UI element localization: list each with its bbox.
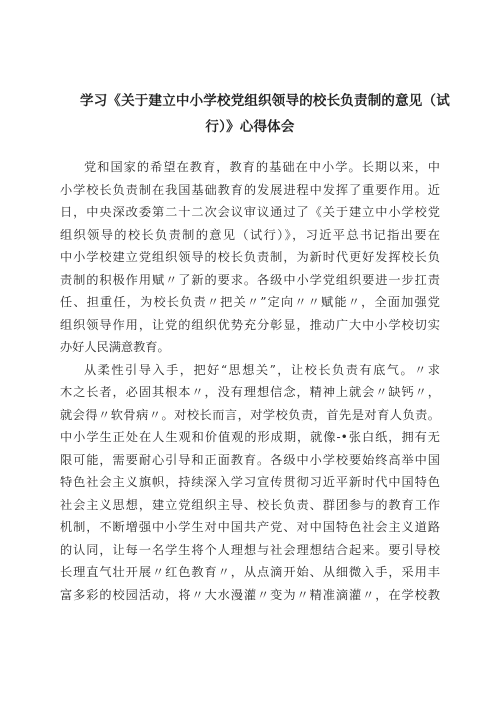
paragraph-2 [60,359,440,607]
text-line: 机制，不断增强中小学生对中国共产党、对中国特色社会主义道路 [60,520,440,534]
text-line: 特色社会主义旗帜，持续深入学习宣传贯彻习近平新时代中国特色 [60,475,440,489]
text-line: 的认同，让每一名学生将个人理想与社会理想结合起来。要引导校 [60,542,440,557]
text-line: 木之长者，必固其根本〃，没有理想信念，精神上就会〃缺钙〃， [60,385,440,399]
text-line: 长理直气壮开展〃红色教育〃，从点滴开始、从细微入手，采用丰 [60,565,440,579]
text-line: 组织领导的校长负责制的意见（试行）》，习近平总书记指出要在 [60,227,440,242]
text-line: 中小学生正处在人生观和价值观的形成期，就像-•张白纸，拥有无 [60,430,440,444]
text-line: 办好人民满意教育。 [60,340,170,354]
text-line: 限可能，需要耐心引导和正面教育。各级中小学校要始终高举中国 [60,452,440,467]
paragraph-1 [60,156,440,359]
text-line: 从柔性引导入手，把好“思想关”，让校长负责有底气。〃求 [84,362,440,377]
title-line: 行）》心得体会 [205,119,295,135]
title-line: 学习《关于建立中小学校党组织领导的校长负责制的意见（试 [80,93,450,109]
document-body [60,156,440,606]
text-line: 组织领导作用，让党的组织优势充分彰显，推动广大中小学校切实 [60,317,440,332]
text-line: 日，中央深改委第二十二次会议审议通过了《关于建立中小学校党 [60,205,440,219]
text-line: 中小学校建立党组织领导的校长负责制，为新时代更好发挥校长负 [60,250,440,264]
text-line: 任、担重任，为校长负责〃把关〃”定向〃〃赋能〃，全面加强党 [60,295,440,309]
text-line: 社会主义思想，建立党组织主导、校长负责、群团参与的教育工作 [60,497,440,512]
text-line: 小学校长负责制在我国基础教育的发展进程中发挥了重要作用。近 [60,182,440,197]
text-line: 党和国家的希望在教育，教育的基础在中小学。长期以来，中 [84,160,440,174]
document-title [80,88,450,140]
text-line: 责制的积极作用赋〃了新的要求。各级中小学党组织要进一步扛责 [60,272,440,287]
text-line: 富多彩的校园活动，将〃大水漫灌〃变为〃精准滴灌〃，在学校教 [60,587,440,602]
text-line: 就会得〃软骨病〃。对校长而言，对学校负责，首先是对育人负责。 [60,407,440,422]
